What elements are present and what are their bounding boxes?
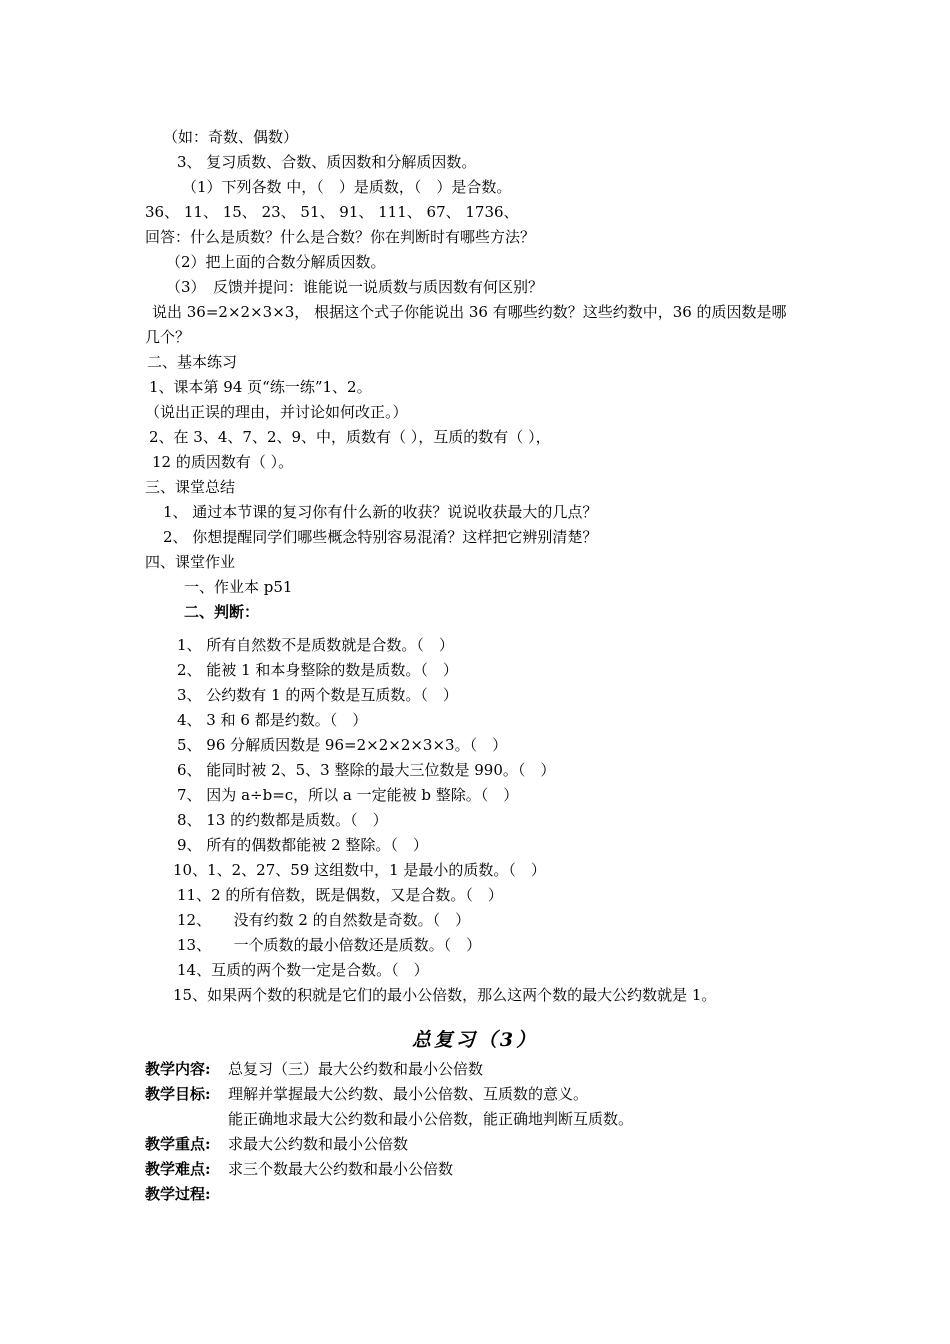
field-label: 教学过程: [145,1185,211,1203]
text-line: 一、作业本 p51 [184,578,293,596]
text-line: 1、课本第 94 页“练一练”1、2。 [149,378,372,396]
text-line: 回答：什么是质数？什么是合数？你在判断时有哪些方法？ [145,228,536,246]
list-item: 10、1、2、27、59 这组数中，1 是最小的质数。（ ） [173,861,546,879]
lesson-title: 总复习（3） [411,1029,539,1051]
field-value: 能正确地求最大公约数和最小公倍数，能正确地判断互质数。 [228,1110,634,1128]
list-item: 11、2 的所有倍数，既是偶数，又是合数。（ ） [177,886,503,904]
section-heading: 三、课堂总结 [145,478,236,496]
text-line: （1）下列各数 中，（ ）是质数，（ ）是合数。 [182,178,512,196]
text-line: 2、在 3、4、7、2、9、中，质数有（ ），互质的数有（ ）， [149,428,551,446]
list-item: 13、 一个质数的最小倍数还是质数。（ ） [177,936,482,954]
number-list: 36、 11、 15、 23、 51、 91、 111、 67、 1736、 [145,203,519,221]
field-value: 求三个数最大公约数和最小公倍数 [228,1160,454,1178]
list-item: 9、 所有的偶数都能被 2 整除。（ ） [177,836,428,854]
list-item: 12、 没有约数 2 的自然数是奇数。（ ） [177,911,471,929]
list-item: 15、如果两个数的积就是它们的最小公倍数，那么这两个数的最大公约数就是 1。 [173,986,717,1004]
field-label: 教学目标: [145,1085,211,1103]
field-label: 教学重点: [145,1135,211,1153]
text-line: 几个？ [145,328,191,346]
list-item: 3、 公约数有 1 的两个数是互质数。（ ） [177,686,458,704]
text-line: 2、 你想提醒同学们哪些概念特别容易混淆？这样把它辨别清楚？ [163,528,598,546]
list-item: 4、 3 和 6 都是约数。（ ） [177,711,368,729]
field-label: 教学内容: [145,1060,211,1078]
list-item: 6、 能同时被 2、5、3 整除的最大三位数是 990。（ ） [177,761,556,779]
field-value: 总复习（三）最大公约数和最小公倍数 [228,1060,484,1078]
list-item: 1、 所有自然数不是质数就是合数。（ ） [177,636,454,654]
list-item: 5、 96 分解质因数是 96=2×2×2×3×3。（ ） [177,736,508,754]
section-heading: 二、基本练习 [147,353,238,371]
field-value: 求最大公约数和最小公倍数 [228,1135,409,1153]
text-line: 12 的质因数有（ ）。 [152,453,294,471]
field-label: 教学难点: [145,1160,211,1178]
text-line: （如：奇数、偶数） [163,128,299,146]
text-line: （2）把上面的合数分解质因数。 [166,253,386,271]
list-item: 14、互质的两个数一定是合数。（ ） [177,961,429,979]
section-heading: 四、课堂作业 [145,553,236,571]
list-item: 2、 能被 1 和本身整除的数是质数。（ ） [177,661,458,679]
text-line: 1、 通过本节课的复习你有什么新的收获？说说收获最大的几点？ [163,503,598,521]
list-item: 8、 13 的约数都是质数。（ ） [177,811,388,829]
text-line: 说出 36=2×2×3×3， 根据这个式子你能说出 36 有哪些约数？这些约数中，36 的质因数是哪 [152,303,787,321]
field-value: 理解并掌握最大公约数、最小公倍数、互质数的意义。 [228,1085,589,1103]
text-line: （说出正误的理由，并讨论如何改正。） [145,403,408,421]
sub-heading: 二、判断： [184,603,260,621]
text-line: （3） 反馈并提问：谁能说一说质数与质因数有何区别？ [166,278,544,296]
list-item: 7、 因为 a÷b=c，所以 a 一定能被 b 整除。（ ） [177,786,519,804]
text-line: 3、 复习质数、合数、质因数和分解质因数。 [177,153,477,171]
